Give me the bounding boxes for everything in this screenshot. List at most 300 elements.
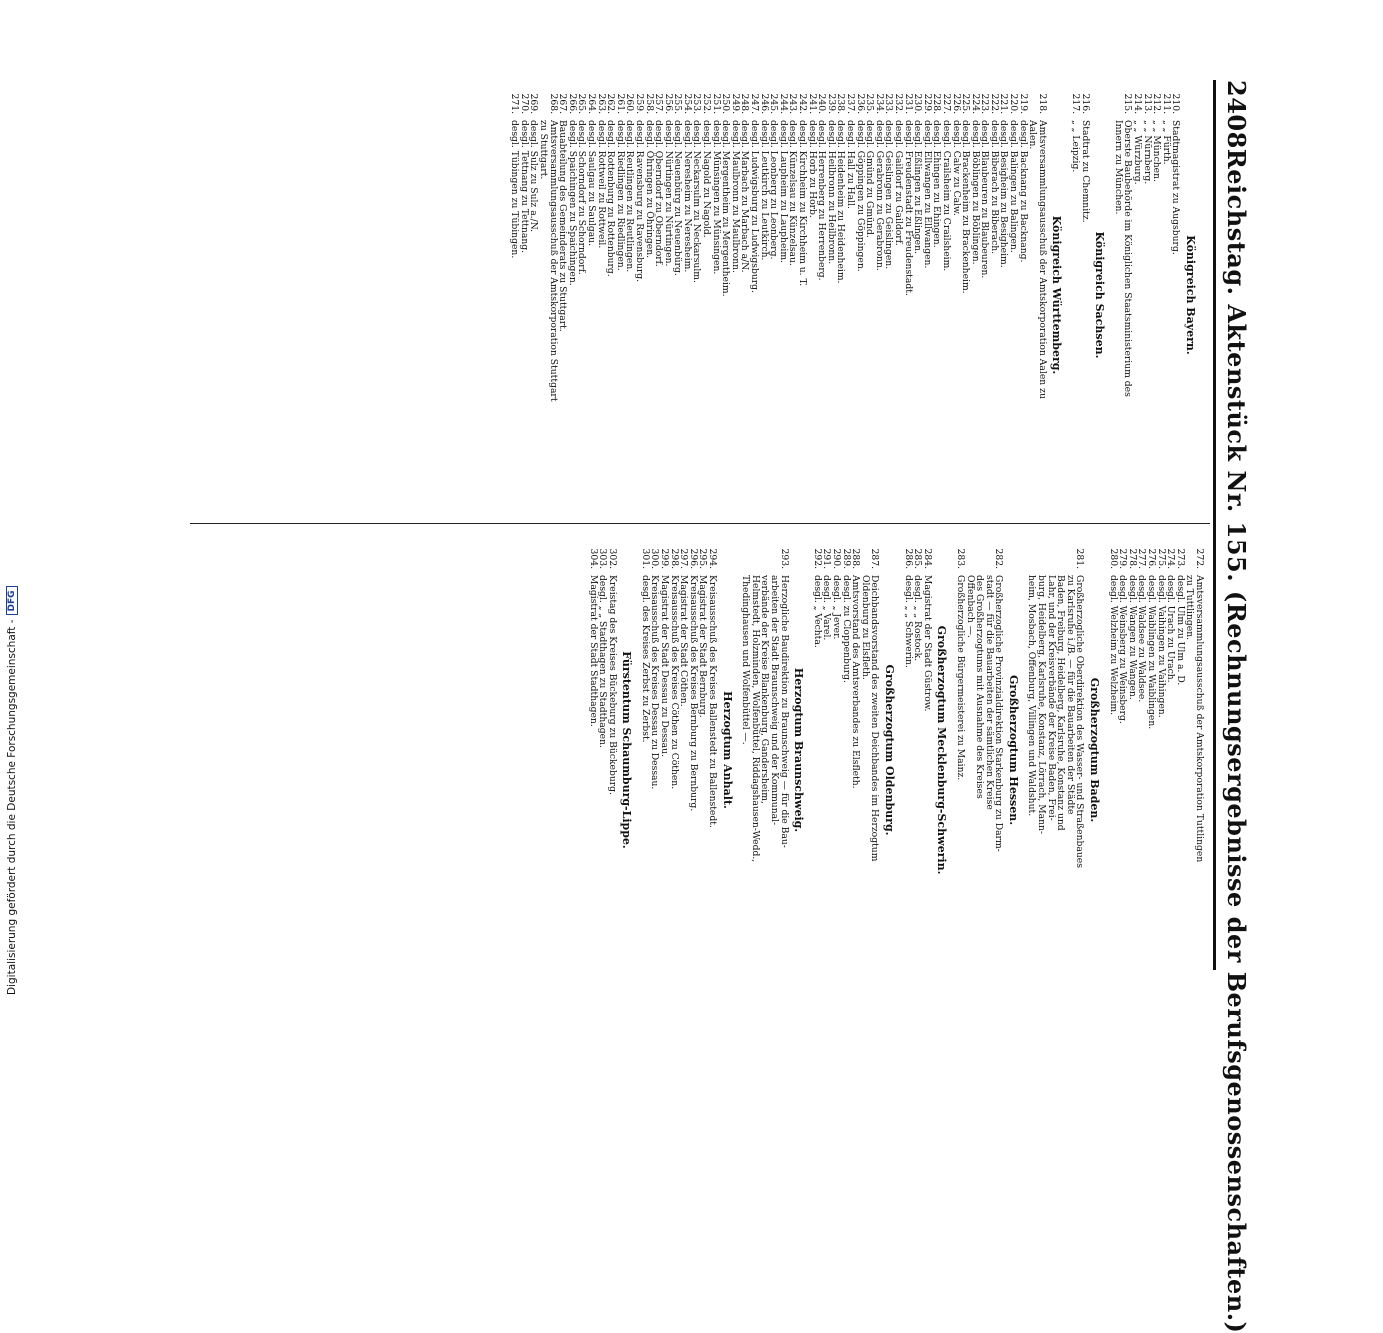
entry-text: desgl. Kirchheim zu Kirchheim u. T. xyxy=(797,120,809,287)
list-entry xyxy=(1142,80,1152,510)
entry-text: Amtsversammlungsausschuß der Amtskorporation Aalen zu Aalen. xyxy=(1027,120,1048,399)
list-entry xyxy=(1171,80,1181,510)
entry-text: Bauabteilung des Gemeinderats zu Stuttgart. xyxy=(557,120,569,332)
entry-number: 272. xyxy=(1194,548,1205,569)
list-entry xyxy=(588,535,598,965)
list-entry xyxy=(922,535,932,965)
entry-text: Oberste Baubehörde im Königlichen Staatsministerium des Innern zu München. xyxy=(1112,120,1134,397)
entry-text: desgl. Saulgau zu Saulgau. xyxy=(585,120,597,247)
entry-number: 221. xyxy=(998,93,1010,114)
list-entry xyxy=(922,80,932,510)
entry-number: 213. xyxy=(1141,93,1153,114)
entry-number: 280. xyxy=(1107,548,1119,569)
entry-text: desgl. Marbach zu Marbach a/N. xyxy=(739,120,751,273)
list-entry xyxy=(1185,535,1204,965)
entry-number: 294. xyxy=(707,548,719,569)
entry-number: 228. xyxy=(931,93,943,114)
entry-number: 304. xyxy=(587,548,599,569)
entry-text: desgl. Laupheim zu Laupheim. xyxy=(777,120,789,263)
entry-number: 265. xyxy=(576,93,588,114)
entry-number: 226. xyxy=(950,93,962,114)
entry-number: 212. xyxy=(1151,93,1163,114)
entry-number: 263. xyxy=(595,93,607,114)
list-entry xyxy=(822,535,832,965)
entry-text: Amtsversammlungsausschuß der Amtskorporation Tuttlingen zu Tuttlingen. xyxy=(1184,575,1205,863)
entry-number: 270. xyxy=(518,93,530,114)
entry-number: 255. xyxy=(672,93,684,114)
entry-text: desgl. Oberndorf zu Oberndorf. xyxy=(653,120,665,267)
entry-number: 290. xyxy=(831,548,842,569)
list-entry xyxy=(749,80,759,510)
list-entry xyxy=(836,80,846,510)
list-entry xyxy=(644,80,654,510)
entry-number: 235. xyxy=(864,93,876,114)
entry-text: desgl. Brackenheim zu Brackenheim. xyxy=(960,120,972,294)
entry-text: desgl. Gerabronn zu Gerabronn. xyxy=(873,120,885,271)
list-entry xyxy=(711,80,721,510)
entry-number: 243. xyxy=(787,93,799,114)
entry-number: 210. xyxy=(1170,93,1182,114)
list-entry xyxy=(1070,80,1080,510)
entry-text: desgl. Schorndorf zu Schorndorf. xyxy=(576,120,588,275)
entry-text: desgl. Ehingen zu Ehingen. xyxy=(931,120,943,248)
entry-text: „ „ München. xyxy=(1151,120,1163,182)
list-entry xyxy=(817,80,827,510)
list-entry xyxy=(855,80,865,510)
entry-number: 277. xyxy=(1136,548,1148,569)
entry-text: desgl. Hall zu Hall. xyxy=(845,120,856,209)
entry-text: desgl. Rottenburg zu Rottenburg. xyxy=(605,120,617,277)
list-entry xyxy=(660,535,670,965)
entry-text: desgl. Weinsberg zu Weinsberg. xyxy=(1117,575,1129,724)
entry-number: 239. xyxy=(825,93,837,114)
page-number: 2408 xyxy=(1222,80,1252,149)
list-entry xyxy=(965,535,1003,965)
entry-text: desgl. Horb zu Horb. xyxy=(806,120,818,218)
entry-text: Herzogliche Baudirektion zu Braunschweig — für die Bau- arbeiten der Stadt Braunschweig und der Kommunal- verbände der Kreise Blankenburg, Gandersheim, Helmstedt, Holzminden, Wolfenbüttel, Riddagshausen-Wedd., Thedinghausen und Wolfenbüttel —. xyxy=(740,575,790,863)
entry-number: 285. xyxy=(912,548,924,569)
entry-number: 264. xyxy=(585,93,597,114)
section-heading: Königreich Württemberg. xyxy=(1050,215,1064,375)
digitization-credit xyxy=(6,586,18,995)
list-entry xyxy=(634,80,644,510)
list-entry xyxy=(1108,535,1118,965)
list-entry xyxy=(851,535,861,965)
entry-number: 281. xyxy=(1074,548,1086,569)
header-rule xyxy=(1213,80,1216,970)
entry-number: 251. xyxy=(710,93,722,114)
list-entry xyxy=(740,80,750,510)
entry-text: Amtsversammlungsausschuß der Amtskorporation Stuttgart zu Stuttgart. xyxy=(538,120,559,402)
entry-number: 295. xyxy=(697,548,709,569)
list-entry xyxy=(1127,535,1137,965)
entry-number: 229. xyxy=(921,93,933,114)
section-heading: Königreich Bayern. xyxy=(1184,235,1197,355)
entry-text: „ „ Fürth. xyxy=(1160,120,1172,165)
entry-text: Kreisausschuß des Kreises Bernburg zu Bernburg. xyxy=(687,575,699,812)
list-entry xyxy=(586,80,596,510)
list-entry xyxy=(679,535,689,965)
entry-number: 217. xyxy=(1070,93,1082,114)
list-entry xyxy=(1113,80,1132,510)
list-entry xyxy=(884,80,894,510)
entry-number: 292. xyxy=(811,548,823,569)
entry-number: 230. xyxy=(912,93,924,114)
list-entry xyxy=(615,80,625,510)
list-entry xyxy=(1027,535,1085,965)
list-entry xyxy=(1161,80,1171,510)
entry-text: desgl. Sulz zu Sulz a./N. xyxy=(528,120,540,233)
entry-number: 293. xyxy=(778,548,790,569)
entry-number: 238. xyxy=(835,93,847,114)
list-entry xyxy=(1018,80,1028,510)
list-entry xyxy=(913,80,923,510)
list-entry xyxy=(692,80,702,510)
entry-text: „ „ Leipzig. xyxy=(1070,120,1082,173)
entry-number: 245. xyxy=(768,93,780,114)
list-entry xyxy=(932,80,942,510)
entry-number: 227. xyxy=(940,93,952,114)
entry-number: 302. xyxy=(606,548,618,569)
entry-text: desgl. Rottweil zu Rottweil. xyxy=(595,120,607,249)
entry-text: desgl. Besigheim zu Besigheim. xyxy=(998,120,1010,268)
entry-text: Kreisausschuß des Kreises Dessau zu Dessau. xyxy=(649,575,661,790)
section-heading: Großherzogtum Mecklenburg-Schwerin. xyxy=(935,625,949,875)
list-entry xyxy=(955,535,965,965)
entry-text: desgl. Heilbronn zu Heilbronn. xyxy=(825,120,837,265)
list-entry xyxy=(577,80,587,510)
list-entry xyxy=(607,535,617,965)
list-entry xyxy=(865,80,875,510)
entry-number: 297. xyxy=(678,548,690,569)
list-entry xyxy=(893,80,903,510)
entry-text: desgl. Waldsee zu Waldsee. xyxy=(1136,575,1148,703)
list-entry xyxy=(831,535,841,965)
entry-text: Großherzogliche Bürgermeisterei zu Mainz. xyxy=(954,575,966,781)
entry-number: 224. xyxy=(969,93,981,114)
entry-number: 252. xyxy=(701,93,713,114)
entry-text: Stadtrat zu Chemnitz. xyxy=(1079,120,1091,223)
list-entry xyxy=(529,80,539,510)
section-heading: Königreich Sachsen. xyxy=(1093,231,1107,359)
list-entry xyxy=(989,80,999,510)
entry-number: 266. xyxy=(566,93,578,114)
entry-number: 244. xyxy=(777,93,789,114)
section-heading: Großherzogtum Baden. xyxy=(1088,677,1102,823)
list-entry xyxy=(598,535,608,965)
entry-number: 222. xyxy=(988,93,1000,114)
section-heading: Fürstentum Schaumburg-Lippe. xyxy=(620,651,634,849)
list-entry xyxy=(698,535,708,965)
left-column xyxy=(510,80,1204,510)
list-entry xyxy=(519,80,529,510)
entry-text: desgl. Wangen zu Wangen. xyxy=(1126,575,1138,700)
entry-number: 288. xyxy=(850,548,862,569)
list-entry xyxy=(1166,535,1176,965)
entry-text: desgl. Crailsheim zu Crailsheim. xyxy=(940,120,952,272)
list-entry xyxy=(1118,535,1128,965)
list-entry xyxy=(778,80,788,510)
entry-number: 237. xyxy=(845,93,856,114)
section-heading: Herzogtum Anhalt. xyxy=(720,691,734,809)
entry-text: desgl. „ „ Stadthagen zu Stadthagen. xyxy=(597,575,609,748)
entry-text: desgl. Tettnang zu Tettnang. xyxy=(518,120,530,254)
entry-text: desgl. Welzheim zu Welzheim. xyxy=(1107,575,1119,716)
entry-number: 286. xyxy=(902,548,914,569)
entry-number: 276. xyxy=(1146,548,1158,569)
entry-number: 279. xyxy=(1117,548,1129,569)
entry-number: 273. xyxy=(1174,548,1186,569)
entry-text: „ „ Würzburg. xyxy=(1132,120,1144,185)
entry-text: desgl. Gmünd zu Gmünd. xyxy=(864,120,876,238)
entry-number: 283. xyxy=(954,548,966,569)
entry-text: desgl. Reutlingen zu Reutlingen. xyxy=(624,120,636,273)
entry-number: 278. xyxy=(1126,548,1138,569)
list-entry xyxy=(1028,80,1047,510)
entry-number: 301. xyxy=(639,548,651,569)
entry-text: desgl. Tübingen zu Tübingen. xyxy=(509,120,521,259)
entry-number: 218. xyxy=(1036,93,1048,114)
entry-number: 256. xyxy=(662,93,674,114)
list-entry xyxy=(961,80,971,510)
entry-text: Magistrat der Stadt Dessau zu Dessau. xyxy=(659,575,671,757)
entry-number: 242. xyxy=(797,93,809,114)
entry-number: 233. xyxy=(883,93,895,114)
list-entry xyxy=(606,80,616,510)
entry-number: 282. xyxy=(993,548,1005,569)
entry-text: Kreisausschuß des Kreises Cöthen zu Cöthen. xyxy=(668,575,680,790)
column-divider xyxy=(190,523,1210,524)
entry-number: 299. xyxy=(659,548,671,569)
list-entry xyxy=(860,535,879,965)
entry-text: desgl. Spaichingen zu Spaichingen. xyxy=(566,120,578,286)
entry-text: desgl. Gaildorf zu Gaildorf. xyxy=(892,120,904,246)
list-entry xyxy=(807,80,817,510)
entry-number: 271. xyxy=(509,93,521,114)
list-entry xyxy=(650,535,660,965)
entry-text: desgl. Maulbronn zu Maulbronn. xyxy=(729,120,741,273)
entry-number: 258. xyxy=(643,93,655,114)
entry-text: desgl. „ Jever. xyxy=(831,575,842,640)
entry-text: Großherzogliche Provinzialdirektion Starkenburg zu Darm- stadt — für die Bauarbeiten der sämtlichen Kreise des Großherzogtums mit Ausnahme des Kreises Offenbach —. xyxy=(964,575,1005,852)
page-title: Reichstag. Aktenstück Nr. 155. (Rechnungsergebnisse der Berufsgenossenschaften.) xyxy=(1222,148,1252,1333)
entry-number: 249. xyxy=(729,93,741,114)
list-entry xyxy=(812,535,822,965)
entry-number: 220. xyxy=(1008,93,1020,114)
list-entry xyxy=(1175,535,1185,965)
entry-text: desgl. Blaubeuren zu Blaubeuren. xyxy=(979,120,991,279)
entry-text: desgl. zu Cloppenburg. xyxy=(840,575,852,683)
right-column xyxy=(588,535,1204,965)
entry-number: 211. xyxy=(1160,93,1172,114)
entry-number: 257. xyxy=(653,93,665,114)
entry-number: 296. xyxy=(687,548,699,569)
entry-text: desgl. Münsingen zu Münsingen. xyxy=(710,120,722,275)
list-entry xyxy=(1132,80,1142,510)
list-entry xyxy=(730,80,740,510)
entry-text: desgl. Nürtingen zu Nürtingen. xyxy=(662,120,674,267)
entry-number: 223. xyxy=(979,93,991,114)
list-entry xyxy=(625,80,635,510)
entry-number: 225. xyxy=(960,93,972,114)
entry-number: 254. xyxy=(681,93,693,114)
entry-number: 259. xyxy=(633,93,645,114)
entry-number: 240. xyxy=(816,93,828,114)
entry-text: desgl. Herrenberg zu Herrenberg. xyxy=(816,120,828,281)
list-entry xyxy=(596,80,606,510)
entry-text: desgl. Ludwigsburg zu Ludwigsburg. xyxy=(749,120,761,293)
list-entry xyxy=(913,535,923,965)
entry-text: desgl. Vaihingen zu Vaihingen. xyxy=(1155,575,1167,718)
entry-text: desgl. Balingen zu Balingen. xyxy=(1008,120,1020,253)
entry-text: desgl. Waiblingen zu Waiblingen. xyxy=(1146,575,1158,730)
entry-text: Magistrat der Stadt Stadthagen. xyxy=(587,575,599,727)
entry-number: 232. xyxy=(892,93,904,114)
entry-number: 300. xyxy=(649,548,661,569)
entry-text: Magistrat der Stadt Cöthen. xyxy=(678,575,690,707)
entry-number: 246. xyxy=(758,93,770,114)
entry-text: desgl. „ Varel. xyxy=(821,575,833,641)
entry-text: desgl. Leutkirch zu Leutkirch. xyxy=(758,120,770,261)
list-entry xyxy=(567,80,577,510)
dfg-logo: DFG xyxy=(6,586,18,615)
entry-text: desgl. Freudenstadt zu Freudenstadt. xyxy=(902,120,914,296)
entry-number: 284. xyxy=(921,548,933,569)
list-entry xyxy=(682,80,692,510)
list-entry xyxy=(707,535,717,965)
entry-number: 262. xyxy=(605,93,617,114)
entry-number: 231. xyxy=(902,93,914,114)
list-entry xyxy=(538,80,557,510)
entry-text: desgl. Neresheim zu Neresheim. xyxy=(681,120,693,273)
entry-number: 241. xyxy=(806,93,818,114)
entry-text: desgl. Biberach zu Biberach. xyxy=(988,120,1000,255)
entry-text: Magistrat der Stadt Bernburg. xyxy=(697,575,709,718)
entry-text: desgl. „ „ Rostock. xyxy=(912,575,924,662)
entry-number: 303. xyxy=(597,548,609,569)
entry-number: 260. xyxy=(624,93,636,114)
list-entry xyxy=(558,80,568,510)
list-entry xyxy=(841,535,851,965)
entry-text: desgl. Künzelsau zu Künzelsau. xyxy=(787,120,799,266)
section-heading: Herzogtum Braunschweig. xyxy=(792,667,806,833)
credit-text: Digitalisierung gefördert durch die Deutsche Forschungsgemeinschaft - xyxy=(6,619,18,995)
document-page xyxy=(186,80,1256,1333)
entry-text: desgl. Ellwangen zu Ellwangen. xyxy=(921,120,933,269)
list-entry xyxy=(980,80,990,510)
list-entry xyxy=(669,535,679,965)
list-entry xyxy=(788,80,798,510)
entry-text: desgl. des Kreises Zerbst zu Zerbst. xyxy=(639,575,651,743)
entry-text: desgl. Riedlingen zu Riedlingen. xyxy=(614,120,626,271)
list-entry xyxy=(663,80,673,510)
entry-text: desgl. Böblingen zu Böblingen. xyxy=(969,120,981,265)
entry-number: 234. xyxy=(873,93,885,114)
list-entry xyxy=(510,80,520,510)
entry-text: desgl. Mergentheim zu Mergentheim. xyxy=(720,120,732,297)
list-entry xyxy=(845,80,855,510)
entry-number: 248. xyxy=(739,93,751,114)
list-entry xyxy=(741,535,789,965)
entry-text: Magistrat der Stadt Güstrow. xyxy=(921,575,933,712)
entry-number: 250. xyxy=(720,93,732,114)
list-entry xyxy=(903,80,913,510)
entry-number: 269. xyxy=(528,93,540,114)
entry-number: 253. xyxy=(691,93,703,114)
list-entry xyxy=(970,80,980,510)
list-entry xyxy=(1146,535,1156,965)
list-entry xyxy=(721,80,731,510)
list-entry xyxy=(951,80,961,510)
entry-text: desgl. Eßlingen zu Eßlingen. xyxy=(912,120,924,254)
list-entry xyxy=(826,80,836,510)
entry-text: desgl. Neuenbürg zu Neuenbürg. xyxy=(672,120,684,276)
entry-number: 247. xyxy=(749,93,761,114)
entry-text: Großherzogliche Oberdirektion des Wasser- und Straßenbaues zu Karlsruhe i./B. — für die Bauarbeiten der Städte Baden, Freiburg, Heidelberg, Karlsruhe, Konstanz und Lahr, und der Kreisverbände der Kreise Baden, Frei- burg, Heidelberg, Karlsruhe, Konstanz, Lörrach, Mann- heim, Mosbach, Offenburg, Villingen und Waldshut. xyxy=(1026,575,1086,868)
list-entry xyxy=(759,80,769,510)
entry-text: desgl. Neckarsulm zu Neckarsulm. xyxy=(691,120,703,283)
entry-text: desgl. Heidenheim zu Heidenheim. xyxy=(835,120,847,284)
entry-text: „ „ Nürnberg. xyxy=(1141,120,1153,185)
entry-number: 298. xyxy=(668,548,680,569)
entry-number: 274. xyxy=(1165,548,1177,569)
list-entry xyxy=(1137,535,1147,965)
entry-text: desgl. Göppingen zu Göppingen. xyxy=(854,120,866,272)
list-entry xyxy=(702,80,712,510)
list-entry xyxy=(874,80,884,510)
entry-text: desgl. Backnang zu Backnang. xyxy=(1017,120,1029,263)
entry-text: Kreisausschuß des Kreises Ballenstedt zu Ballenstedt. xyxy=(707,575,719,828)
entry-text: Deichbandsvorstand des zweiten Deichbandes im Herzogtum Oldenburg zu Elsfleth. xyxy=(859,575,881,862)
entry-text: desgl. Geislingen zu Geislingen. xyxy=(883,120,895,270)
entry-number: 291. xyxy=(821,548,833,569)
entry-text: desgl. Ulm zu Ulm a. D. xyxy=(1174,575,1186,686)
list-entry xyxy=(688,535,698,965)
section-heading: Großherzogtum Hessen. xyxy=(1006,674,1020,826)
entry-text: desgl. Öhringen zu Öhringen. xyxy=(643,120,655,259)
list-entry xyxy=(673,80,683,510)
list-entry xyxy=(1080,80,1090,510)
page-header xyxy=(1218,80,1256,1333)
section-heading: Großherzogtum Oldenburg. xyxy=(882,664,896,836)
list-entry xyxy=(1156,535,1166,965)
entry-number: 268. xyxy=(547,93,559,114)
entry-text: desgl. Ravensburg zu Ravensburg. xyxy=(633,120,645,283)
entry-text: Amtsvorstand des Amtsverbandes zu Elsfleth. xyxy=(850,575,862,789)
entry-number: 289. xyxy=(840,548,852,569)
entry-number: 287. xyxy=(869,548,881,569)
entry-number: 216. xyxy=(1079,93,1091,114)
entry-number: 261. xyxy=(614,93,626,114)
entry-text: Kreistag des Kreises Bückeburg zu Bückeburg. xyxy=(606,575,618,795)
entry-text: desgl. Calw zu Calw. xyxy=(950,120,962,216)
entry-text: desgl. Leonberg zu Leonberg. xyxy=(768,120,780,260)
entry-text: desgl. „ Vechta. xyxy=(811,575,823,648)
list-entry xyxy=(1009,80,1019,510)
entry-number: 236. xyxy=(854,93,866,114)
entry-text: desgl. Urach zu Urach. xyxy=(1165,575,1177,683)
entry-text: Stadtmagistrat zu Augsburg. xyxy=(1170,120,1182,255)
list-entry xyxy=(903,535,913,965)
list-entry xyxy=(999,80,1009,510)
entry-number: 215. xyxy=(1122,93,1134,114)
entry-number: 275. xyxy=(1155,548,1167,569)
entry-text: desgl. Nagold zu Nagold. xyxy=(701,120,713,238)
entry-text: desgl. „ „ Schwerin. xyxy=(902,575,914,668)
list-entry xyxy=(1152,80,1162,510)
list-entry xyxy=(941,80,951,510)
entry-number: 214. xyxy=(1132,93,1144,114)
